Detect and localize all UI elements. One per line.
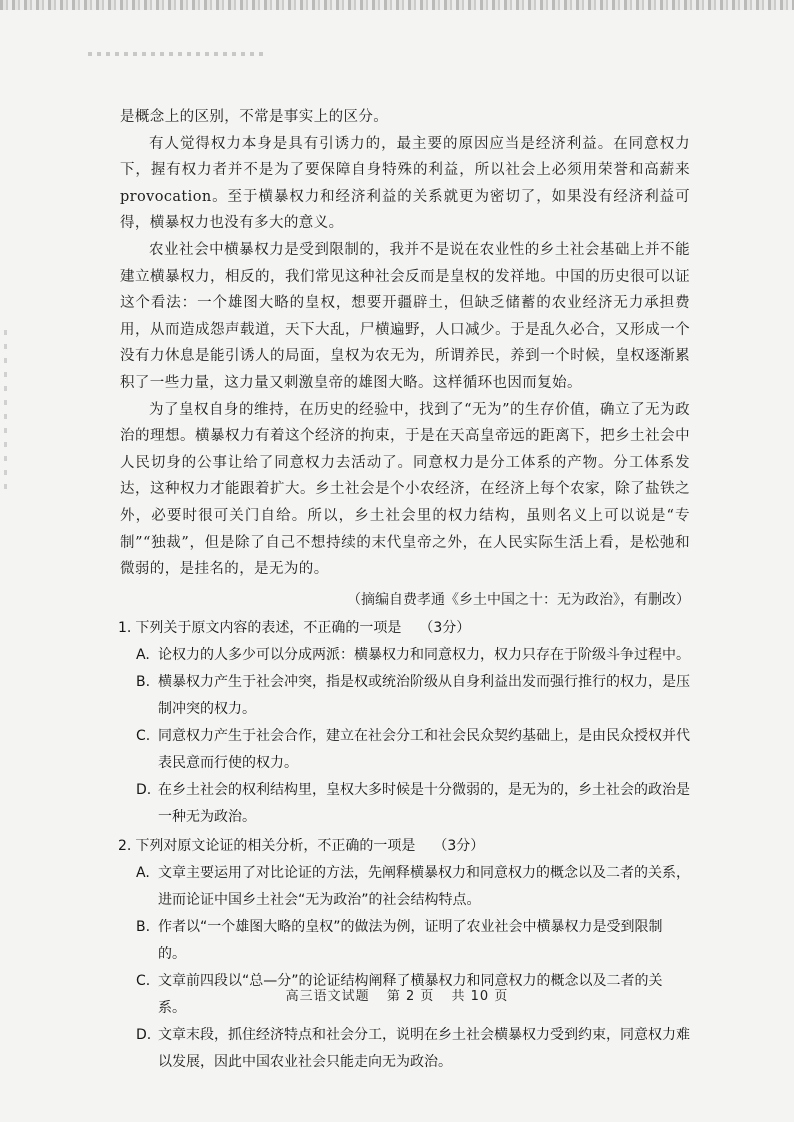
- question-stem: [118, 833, 690, 860]
- footer-total-pages: 共 10 页: [451, 989, 509, 1004]
- option-letter: A.: [136, 864, 150, 881]
- option-b: [120, 669, 690, 723]
- option-text: 文章末段，抓住经济特点和社会分工，说明在乡土社会横暴权力受到约束，同意权力难以发展，因此中国农业社会只能走向无为政治。: [158, 1026, 690, 1070]
- question-text: 下列关于原文内容的表述，不正确的一项是: [135, 619, 402, 636]
- option-letter: A.: [136, 646, 150, 663]
- option-letter: D.: [136, 781, 152, 798]
- option-a: [120, 860, 690, 914]
- question-1: [120, 615, 690, 831]
- footer-page-number: 第 2 页: [386, 989, 435, 1004]
- exam-page: [120, 104, 690, 1076]
- option-d: [120, 777, 690, 831]
- option-text: 横暴权力产生于社会冲突，指是权或统治阶级从自身利益出发而强行推行的权力，是压制冲突的权力。: [158, 673, 690, 717]
- question-score: （3分）: [433, 837, 485, 854]
- passage-paragraph: 为了皇权自身的维持，在历史的经验中，找到了“无为”的生存价值，确立了无为政治的理想。横暴权力有着这个经济的拘束，于是在天高皇帝远的距离下，把乡土社会中人民切身的公事让给了同意权力去活动了。同意权力是分工体系的产物。分工体系发达，这种权力才能跟着扩大。乡土社会是个小农经济，在经济上每个农家，除了盐铁之外，必要时很可关门自给。所以，乡土社会里的权力结构，虽则名义上可以说是“专制”“独裁”，但是除了自己不想持续的末代皇帝之外，在人民实际生活上看，是松弛和微弱的，是挂名的，是无为的。: [120, 401, 690, 578]
- question-text: 下列对原文论证的相关分析，不正确的一项是: [135, 837, 416, 854]
- question-number: 2.: [118, 837, 132, 854]
- option-a: [120, 642, 690, 669]
- passage-paragraph: 有人觉得权力本身是具有引诱力的，最主要的原因应当是经济利益。在同意权力下，握有权力者并不是为了要保障自身特殊的利益，所以社会上必须用荣誉和高薪来provocation。至于横暴权力和经济利益的关系就更为密切了，如果没有经济利益可得，横暴权力也没有多大的意义。: [120, 135, 690, 232]
- page-footer: [0, 985, 794, 1004]
- option-b: [120, 914, 690, 968]
- option-letter: B.: [136, 673, 151, 690]
- option-letter: B.: [136, 918, 151, 935]
- passage-source: （摘编自费孝通《乡土中国之十：无为政治》，有删改）: [347, 591, 690, 608]
- option-letter: C.: [136, 972, 151, 989]
- scan-mark: [88, 52, 268, 56]
- option-text: 在乡土社会的权利结构里，皇权大多时候是十分微弱的，是无为的，乡土社会的政治是一种无为政治。: [158, 781, 690, 825]
- passage-paragraph: 是概念上的区别，不常是事实上的区分。: [120, 109, 389, 125]
- option-d: [120, 1022, 690, 1076]
- option-text: 论权力的人多少可以分成两派：横暴权力和同意权力，权力只存在于阶级斗争过程中。: [158, 646, 690, 663]
- question-stem: [118, 615, 690, 642]
- option-text: 文章前四段以“总—分”的论证结构阐释了横暴权力和同意权力的概念以及二者的关系。: [158, 972, 663, 1016]
- footer-exam-title: 高三语文试题: [285, 989, 370, 1004]
- passage-paragraph: 农业社会中横暴权力是受到限制的，我并不是说在农业性的乡土社会基础上并不能建立横暴权力，相反的，我们常见这种社会反而是皇权的发祥地。中国的历史很可以证这个看法：一个雄图大略的皇权，想要开疆辟土，但缺乏储蓄的农业经济无力承担费用，从而造成怨声载道，天下大乱，尸横遍野，人口减少。于是乱久必合，又形成一个没有力休息是能引诱人的局面，皇权为农无为，所谓养民，养到一个时候，皇权逐渐累积了一些力量，这力量又刺激皇帝的雄图大略。这样循环也因而复始。: [120, 241, 690, 391]
- option-c: [120, 723, 690, 777]
- option-text: 同意权力产生于社会合作，建立在社会分工和社会民众契约基础上，是由民众授权并代表民意而行使的权力。: [158, 727, 690, 771]
- option-letter: C.: [136, 727, 151, 744]
- question-number: 1.: [118, 619, 132, 636]
- option-text: 作者以“一个雄图大略的皇权”的做法为例，证明了农业社会中横暴权力是受到限制的。: [158, 918, 663, 962]
- question-score: （3分）: [419, 619, 471, 636]
- option-text: 文章主要运用了对比论证的方法，先阐释横暴权力和同意权力的概念以及二者的关系，进而论证中国乡土社会“无为政治”的社会结构特点。: [158, 864, 690, 908]
- scan-edge-left: [4, 330, 7, 490]
- scan-noise-top: [0, 0, 794, 10]
- option-letter: D.: [136, 1026, 152, 1043]
- question-2: [120, 833, 690, 1076]
